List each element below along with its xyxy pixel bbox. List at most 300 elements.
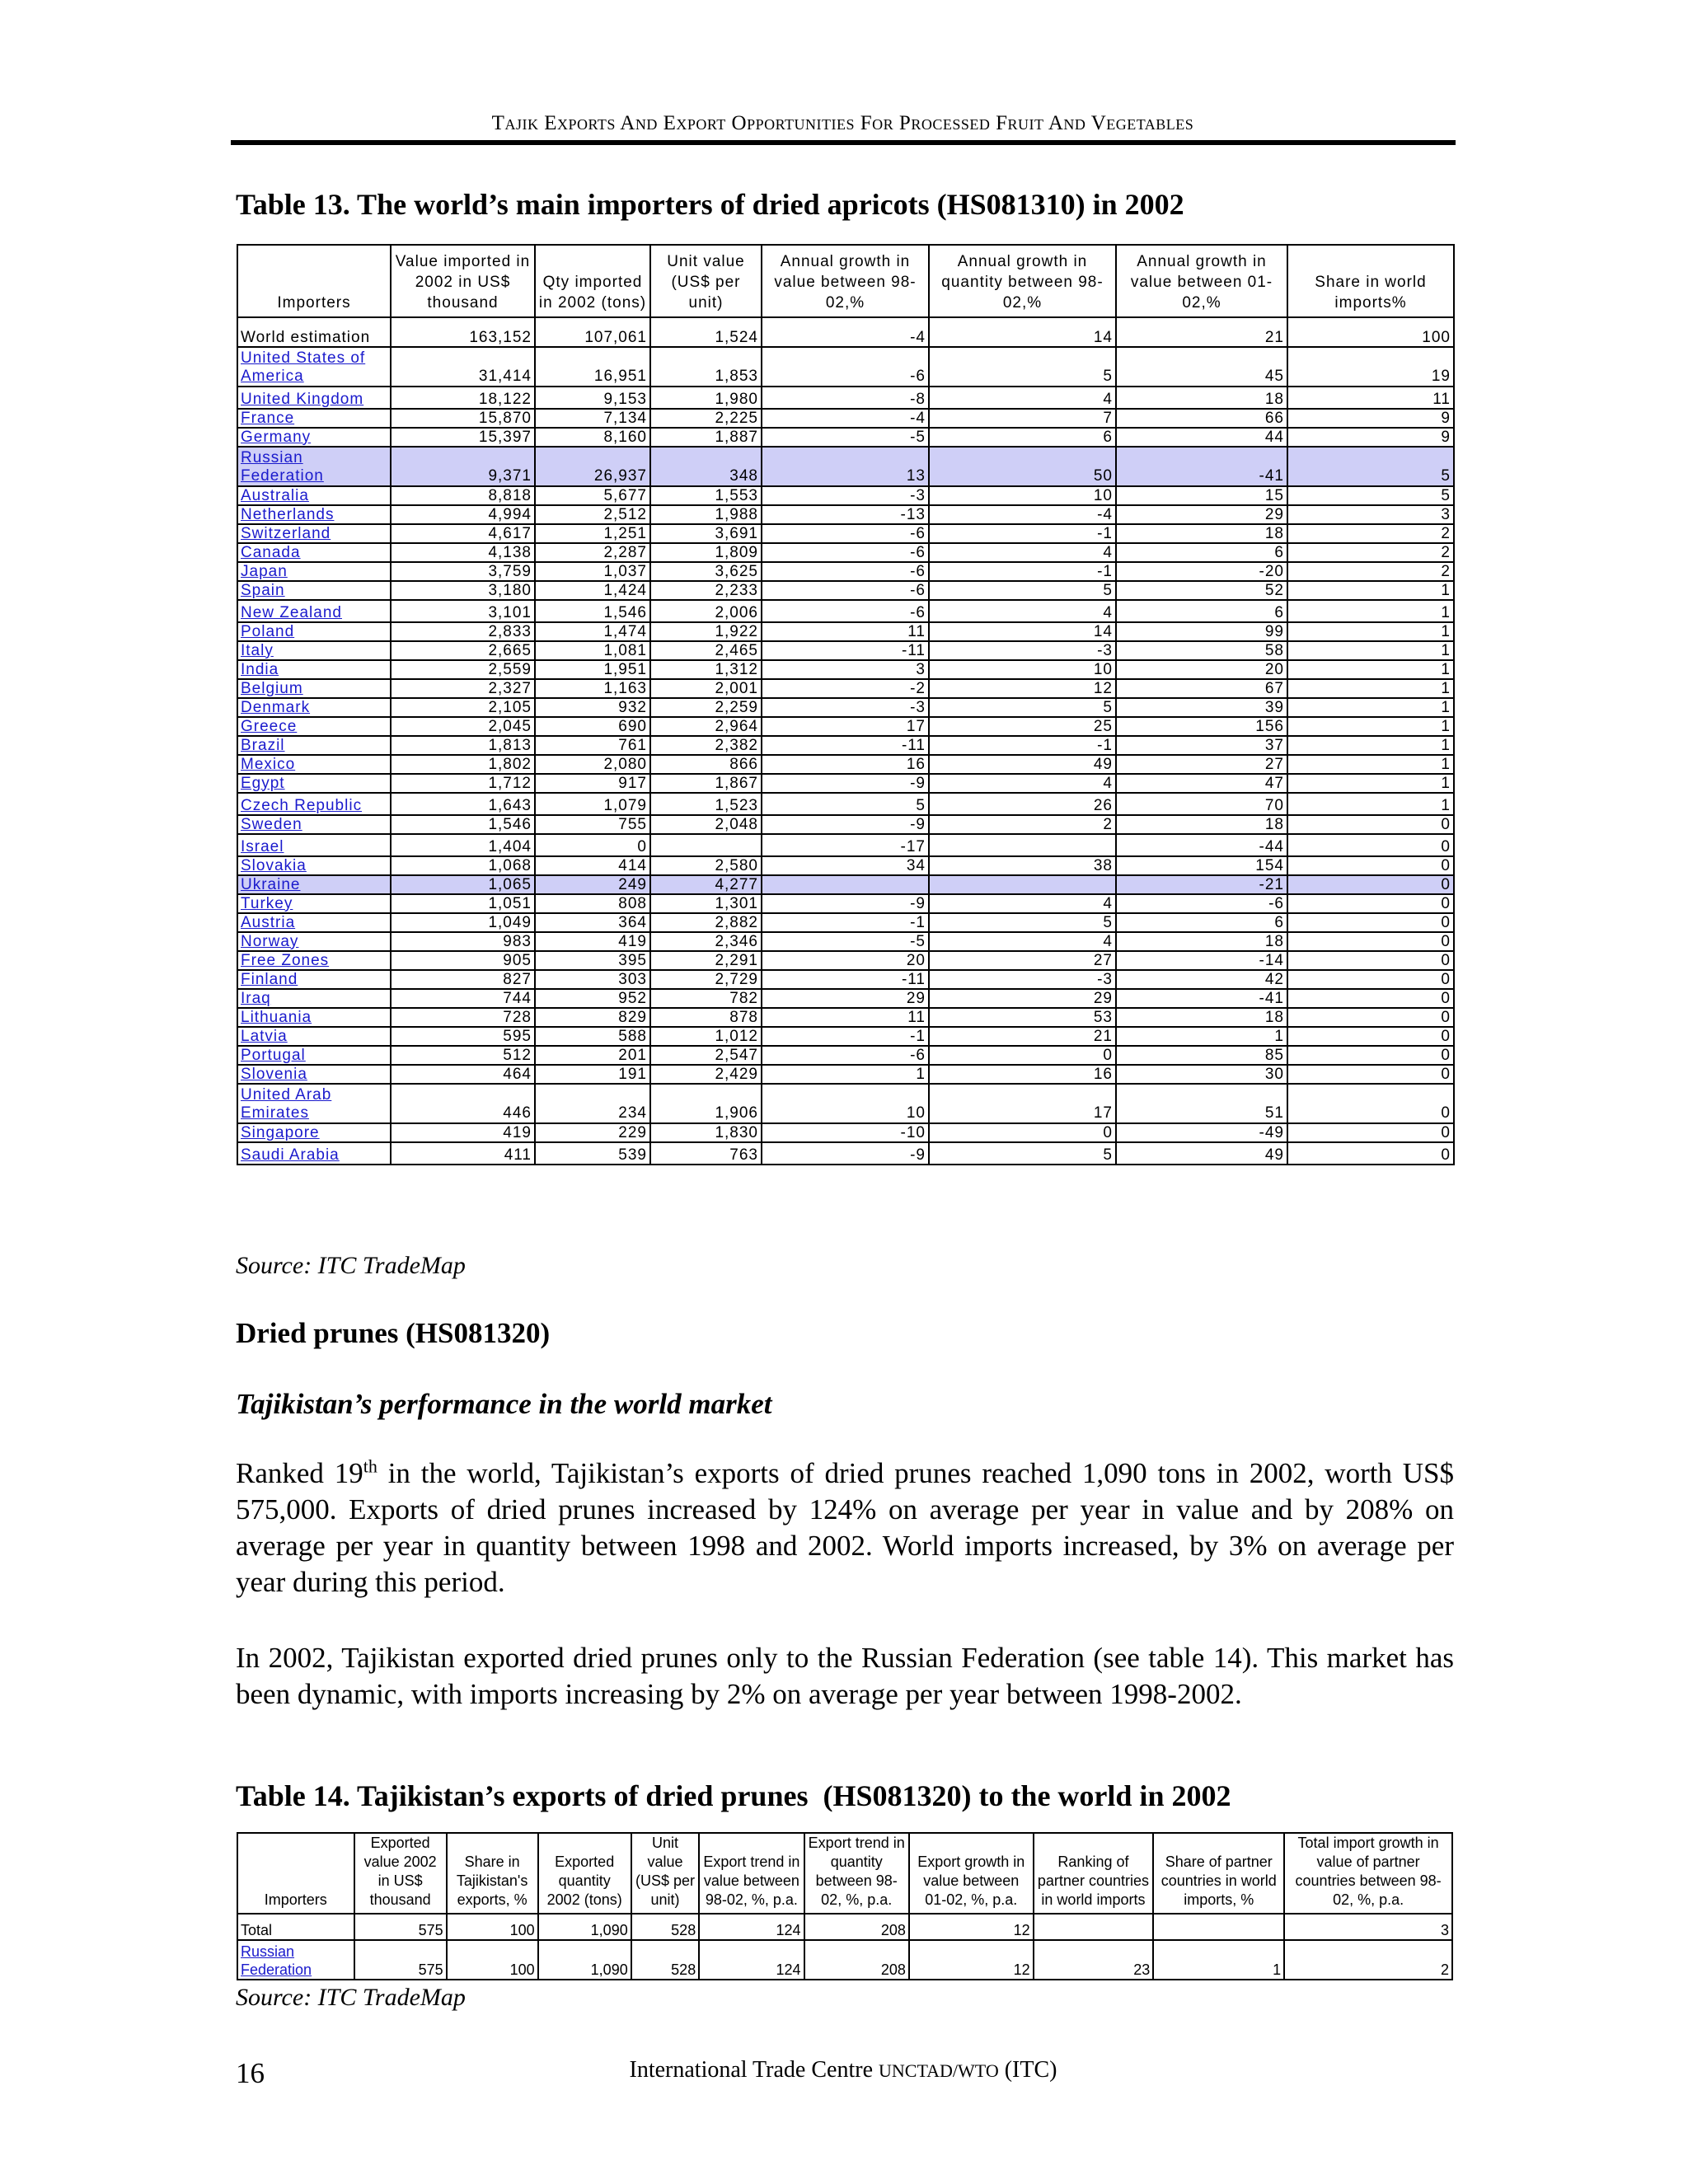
importer-link[interactable]: Mexico: [241, 755, 296, 773]
table-13-importer-cell[interactable]: [237, 486, 391, 505]
table-13-value-cell: -3: [929, 970, 1116, 989]
table-13-value-cell: 2,429: [650, 1065, 762, 1084]
table-13-value-cell: [650, 834, 762, 856]
table-13-value-cell: 18: [1116, 524, 1287, 543]
table-14-value-cell: 100: [447, 1940, 538, 1980]
table-13-value-cell: 16,951: [535, 347, 650, 387]
table-13-value-cell: 21: [1116, 317, 1287, 347]
running-header: [231, 112, 1455, 135]
table-13-value-cell: 18: [1116, 932, 1287, 951]
importer-link[interactable]: Spain: [241, 581, 285, 599]
table-13-importer-cell[interactable]: [237, 1046, 391, 1065]
table-13-value-cell: 2,547: [650, 1046, 762, 1065]
table-13-row: [237, 856, 1454, 875]
table-14-column-header: Export growth in value between 01-02, %, p.a.: [909, 1833, 1034, 1914]
table-13-value-cell: 348: [650, 447, 762, 486]
table-13-importer-cell[interactable]: [237, 387, 391, 409]
table-13-row: [237, 1027, 1454, 1046]
table-13-value-cell: 1,524: [650, 317, 762, 347]
importer-link[interactable]: Brazil: [241, 736, 285, 754]
table-13-value-cell: 1,068: [391, 856, 535, 875]
importer-link[interactable]: Italy: [241, 641, 274, 659]
table-13-row: [237, 736, 1454, 755]
table-13-row: [237, 834, 1454, 856]
table-13-value-cell: 0: [1287, 815, 1454, 834]
importer-link[interactable]: Austria: [241, 913, 296, 931]
table-13-importer-cell[interactable]: [237, 989, 391, 1008]
table-13-importer-cell[interactable]: [237, 447, 391, 486]
table-13-value-cell: 4: [929, 932, 1116, 951]
table-13-value-cell: 17: [762, 717, 929, 736]
table-13-value-cell: -20: [1116, 562, 1287, 581]
table-13-value-cell: -14: [1116, 951, 1287, 970]
importer-link[interactable]: Israel: [241, 838, 284, 855]
table-13-row: [237, 913, 1454, 932]
importer-link[interactable]: Norway: [241, 932, 299, 950]
table-13-importer-cell[interactable]: [237, 856, 391, 875]
importer-link[interactable]: Latvia: [241, 1027, 288, 1045]
paragraph-2: In 2002, Tajikistan exported dried prunes only to the Russian Federation (see table 14). This market has been dynamic, with imports increasing by 2% on average per year between 1998-2002.: [236, 1642, 1454, 1710]
table-13-value-cell: 3,180: [391, 581, 535, 600]
importer-link[interactable]: Lithuania: [241, 1008, 312, 1026]
table-13-value-cell: 30: [1116, 1065, 1287, 1084]
importer-link[interactable]: Canada: [241, 543, 301, 561]
table-14-value-cell: [1034, 1914, 1154, 1940]
table-13-value-cell: -13: [762, 505, 929, 524]
table-13-column-header: Value imported in 2002 in US$ thousand: [391, 245, 535, 317]
table-13-value-cell: 1,546: [535, 600, 650, 622]
table-13-value-cell: 419: [391, 1123, 535, 1142]
table-14-value-cell: 528: [631, 1940, 700, 1980]
table-13-row: [237, 1065, 1454, 1084]
table-13-value-cell: 1,012: [650, 1027, 762, 1046]
table-13-value-cell: 761: [535, 736, 650, 755]
table-13-value-cell: -9: [762, 894, 929, 913]
table-13-value-cell: 4: [929, 894, 1116, 913]
table-13-value-cell: 1: [1287, 679, 1454, 698]
paragraph-1-rest: in the world, Tajikistan’s exports of dried prunes reached 1,090 tons in 2002, worth US$ 575,000. Exports of dried prunes increased by 124% on average per year in value and by 208% on average per year in quantity between 1998 and 2002. World imports increased, by 3% on average per year during this period.: [236, 1457, 1455, 1598]
table-13-value-cell: 0: [1287, 856, 1454, 875]
importer-link[interactable]: United Kingdom: [241, 391, 364, 408]
table-13-value-cell: 38: [929, 856, 1116, 875]
table-14: [237, 1832, 1453, 1980]
table-13-importer-cell[interactable]: [237, 1084, 391, 1123]
table-13-importer-cell[interactable]: [237, 1008, 391, 1027]
table-13-importer-cell[interactable]: [237, 970, 391, 989]
table-13-value-cell: -5: [762, 428, 929, 447]
table-13-importer-cell[interactable]: [237, 505, 391, 524]
table-13-importer-cell[interactable]: [237, 524, 391, 543]
table-13-importer-cell[interactable]: [237, 600, 391, 622]
table-13-importer-cell[interactable]: [237, 660, 391, 679]
table-13-value-cell: 303: [535, 970, 650, 989]
table-13-importer-cell[interactable]: [237, 347, 391, 387]
table-13-value-cell: 4,617: [391, 524, 535, 543]
table-13-value-cell: 512: [391, 1046, 535, 1065]
importer-link[interactable]: Sweden: [241, 815, 302, 833]
table-13-value-cell: 2,001: [650, 679, 762, 698]
importer-link[interactable]: Saudi Arabia: [241, 1146, 340, 1164]
importer-link[interactable]: Belgium: [241, 679, 303, 697]
table-13-value-cell: 70: [1116, 793, 1287, 815]
table-13-value-cell: 782: [650, 989, 762, 1008]
table-13-value-cell: 1,523: [650, 793, 762, 815]
table-13-value-cell: 20: [762, 951, 929, 970]
table-13-value-cell: -17: [762, 834, 929, 856]
table-13-value-cell: 763: [650, 1142, 762, 1165]
table-14-column-header: Total import growth in value of partner countries between 98-02, %, p.a.: [1284, 1833, 1452, 1914]
table-14-column-header: Exported value 2002 in US$ thousand: [354, 1833, 447, 1914]
table-13-value-cell: 21: [929, 1027, 1116, 1046]
table-13-value-cell: -6: [762, 543, 929, 562]
table-13-value-cell: [929, 834, 1116, 856]
table-13-value-cell: -9: [762, 774, 929, 793]
table-13-row: [237, 447, 1454, 486]
table-13-caption: Table 13. The world’s main importers of dried apricots (HS081310) in 2002: [236, 188, 1184, 221]
table-13-value-cell: 1,301: [650, 894, 762, 913]
table-13-row: [237, 486, 1454, 505]
table-13-value-cell: 6: [1116, 543, 1287, 562]
table-13-value-cell: 15,870: [391, 409, 535, 428]
table-13-value-cell: 0: [1287, 1084, 1454, 1123]
table-13-row: [237, 717, 1454, 736]
table-13-value-cell: 5: [929, 913, 1116, 932]
table-13-value-cell: 5: [929, 347, 1116, 387]
table-13-value-cell: 42: [1116, 970, 1287, 989]
table-14-column-header: Exported quantity 2002 (tons): [538, 1833, 631, 1914]
table-13-row: [237, 1142, 1454, 1165]
table-13-value-cell: 44: [1116, 428, 1287, 447]
table-13-value-cell: 67: [1116, 679, 1287, 698]
table-13-importer-cell[interactable]: [237, 581, 391, 600]
table-13-value-cell: 952: [535, 989, 650, 1008]
table-13-importer-cell[interactable]: [237, 913, 391, 932]
table-13-importer-cell[interactable]: [237, 1065, 391, 1084]
table-13-value-cell: 18: [1116, 1008, 1287, 1027]
table-13-source: Source: ITC TradeMap: [236, 1252, 466, 1279]
importer-link[interactable]: Germany: [241, 428, 312, 446]
table-13-value-cell: -11: [762, 970, 929, 989]
table-13-value-cell: -41: [1116, 989, 1287, 1008]
importer-link[interactable]: Netherlands: [241, 505, 335, 523]
table-13-importer-cell[interactable]: [237, 543, 391, 562]
table-13-importer-cell[interactable]: [237, 834, 391, 856]
table-13-value-cell: 411: [391, 1142, 535, 1165]
table-13-value-cell: 154: [1116, 856, 1287, 875]
table-13-value-cell: 866: [650, 755, 762, 774]
importer-label: World estimation: [241, 329, 371, 346]
table-13-importer-cell[interactable]: [237, 562, 391, 581]
table-13-value-cell: -9: [762, 815, 929, 834]
table-13-value-cell: 17: [929, 1084, 1116, 1123]
table-13-importer-cell[interactable]: [237, 1123, 391, 1142]
table-13-row: [237, 505, 1454, 524]
table-14-column-header: Importers: [237, 1833, 354, 1914]
table-13-value-cell: 1,712: [391, 774, 535, 793]
table-13-importer-cell[interactable]: [237, 1027, 391, 1046]
table-13-row: [237, 428, 1454, 447]
table-13-value-cell: 52: [1116, 581, 1287, 600]
table-13-value-cell: 10: [762, 1084, 929, 1123]
table-13-value-cell: 26: [929, 793, 1116, 815]
table-13-value-cell: 31,414: [391, 347, 535, 387]
table-13-value-cell: 9: [1287, 409, 1454, 428]
table-13-value-cell: 3,625: [650, 562, 762, 581]
importer-link[interactable]: Russian Federation: [241, 449, 324, 485]
table-13-importer-cell[interactable]: [237, 875, 391, 894]
table-13-value-cell: 1: [1287, 736, 1454, 755]
table-13-value-cell: 2: [1287, 543, 1454, 562]
importer-link[interactable]: Denmark: [241, 698, 311, 716]
table-13-value-cell: 1,922: [650, 622, 762, 641]
table-13-row: [237, 524, 1454, 543]
table-14-value-cell: 1: [1153, 1940, 1284, 1980]
table-13-value-cell: 0: [1287, 970, 1454, 989]
table-13-row: [237, 755, 1454, 774]
table-13-value-cell: 29: [929, 989, 1116, 1008]
table-13-row: [237, 600, 1454, 622]
table-13-value-cell: 1: [1287, 755, 1454, 774]
table-13-importer-cell: [237, 317, 391, 347]
table-13-value-cell: 2,346: [650, 932, 762, 951]
table-13-value-cell: 0: [1287, 932, 1454, 951]
table-13-value-cell: 539: [535, 1142, 650, 1165]
table-13-value-cell: 85: [1116, 1046, 1287, 1065]
table-13-header-row: [237, 245, 1454, 317]
importer-link[interactable]: United States of America: [241, 349, 366, 385]
table-13-value-cell: 1: [1287, 581, 1454, 600]
importer-link[interactable]: Poland: [241, 622, 295, 640]
table-13-value-cell: -6: [762, 1046, 929, 1065]
table-13-value-cell: 829: [535, 1008, 650, 1027]
table-13-value-cell: 191: [535, 1065, 650, 1084]
table-14-value-cell: 1,090: [538, 1914, 631, 1940]
table-13-value-cell: 446: [391, 1084, 535, 1123]
table-13-row: [237, 1123, 1454, 1142]
table-13-value-cell: 2,665: [391, 641, 535, 660]
footer-text: [231, 2057, 1456, 2083]
ordinal-suffix: th: [363, 1455, 377, 1477]
table-13-value-cell: -44: [1116, 834, 1287, 856]
table-13-value-cell: 2,080: [535, 755, 650, 774]
table-13-value-cell: 34: [762, 856, 929, 875]
table-13-value-cell: 18: [1116, 387, 1287, 409]
table-13-value-cell: 9,153: [535, 387, 650, 409]
table-13-value-cell: -10: [762, 1123, 929, 1142]
importer-link[interactable]: Turkey: [241, 894, 293, 912]
importer-link[interactable]: Slovakia: [241, 856, 307, 874]
table-13-row: [237, 679, 1454, 698]
table-13-value-cell: 2,964: [650, 717, 762, 736]
importer-link[interactable]: Portugal: [241, 1046, 306, 1064]
table-13-importer-cell[interactable]: [237, 951, 391, 970]
table-13-value-cell: -6: [762, 347, 929, 387]
table-13-value-cell: 4,138: [391, 543, 535, 562]
table-13-value-cell: 100: [1287, 317, 1454, 347]
table-13-value-cell: 1,980: [650, 387, 762, 409]
section-heading: Dried prunes (HS081320): [236, 1317, 551, 1349]
table-14-value-cell: 575: [354, 1940, 447, 1980]
header-rule: [231, 140, 1456, 145]
footer-text-b: (ITC): [998, 2057, 1057, 2083]
importer-link[interactable]: Egypt: [241, 774, 285, 792]
table-13-value-cell: 66: [1116, 409, 1287, 428]
table-14-column-header: Unit value (US$ per unit): [631, 1833, 700, 1914]
table-13-value-cell: 2,580: [650, 856, 762, 875]
table-13-value-cell: 49: [1116, 1142, 1287, 1165]
table-13-value-cell: -21: [1116, 875, 1287, 894]
table-13-value-cell: 1,643: [391, 793, 535, 815]
table-13-value-cell: 0: [1287, 951, 1454, 970]
table-13-value-cell: 1: [1116, 1027, 1287, 1046]
table-13-value-cell: 588: [535, 1027, 650, 1046]
table-13-value-cell: -11: [762, 641, 929, 660]
table-13-value-cell: 27: [1116, 755, 1287, 774]
table-13-value-cell: 18,122: [391, 387, 535, 409]
table-13-value-cell: 1,830: [650, 1123, 762, 1142]
table-14-value-cell: 23: [1034, 1940, 1154, 1980]
table-13-value-cell: 11: [1287, 387, 1454, 409]
table-13-value-cell: 99: [1116, 622, 1287, 641]
table-13-value-cell: 2,382: [650, 736, 762, 755]
importer-link[interactable]: New Zealand: [241, 604, 342, 621]
table-13-value-cell: 1,951: [535, 660, 650, 679]
table-14-source: Source: ITC TradeMap: [236, 1984, 466, 2011]
table-13-importer-cell[interactable]: [237, 409, 391, 428]
table-13-value-cell: 8,818: [391, 486, 535, 505]
table-13-value-cell: -6: [762, 562, 929, 581]
table-13-value-cell: 1,081: [535, 641, 650, 660]
table-14-column-header: Share of partner countries in world imports, %: [1153, 1833, 1284, 1914]
section-subheading: Tajikistan’s performance in the world market: [236, 1388, 772, 1420]
table-13-row: [237, 774, 1454, 793]
table-13-value-cell: 1,404: [391, 834, 535, 856]
table-13-value-cell: 827: [391, 970, 535, 989]
table-13-value-cell: 1,065: [391, 875, 535, 894]
table-13-value-cell: 2,225: [650, 409, 762, 428]
table-13-value-cell: 0: [1287, 1065, 1454, 1084]
table-13-value-cell: 163,152: [391, 317, 535, 347]
table-13-importer-cell[interactable]: [237, 679, 391, 698]
table-13-importer-cell[interactable]: [237, 1142, 391, 1165]
table-13-value-cell: 5: [1287, 486, 1454, 505]
table-13-importer-cell[interactable]: [237, 641, 391, 660]
importer-link[interactable]: Finland: [241, 970, 298, 988]
table-13-importer-cell[interactable]: [237, 717, 391, 736]
table-13-importer-cell[interactable]: [237, 932, 391, 951]
table-13-column-header: Qty imported in 2002 (tons): [535, 245, 650, 317]
table-13-column-header: Annual growth in quantity between 98-02,%: [929, 245, 1116, 317]
importer-link[interactable]: Singapore: [241, 1123, 320, 1141]
table-13-value-cell: 0: [1287, 1046, 1454, 1065]
table-14-value-cell: 575: [354, 1914, 447, 1940]
table-13-value-cell: 2,045: [391, 717, 535, 736]
table-13-value-cell: 7: [929, 409, 1116, 428]
table-13-value-cell: 49: [929, 755, 1116, 774]
table-13-importer-cell[interactable]: [237, 894, 391, 913]
table-14-column-header: Ranking of partner countries in world imports: [1034, 1833, 1154, 1914]
table-13-importer-cell[interactable]: [237, 815, 391, 834]
importer-link[interactable]: Greece: [241, 717, 298, 735]
importer-link[interactable]: India: [241, 660, 279, 678]
importer-link[interactable]: Free Zones: [241, 951, 330, 969]
table-14-header-row: [237, 1833, 1452, 1914]
table-13-value-cell: 1,251: [535, 524, 650, 543]
table-13-value-cell: 690: [535, 717, 650, 736]
table-13-value-cell: 4: [929, 543, 1116, 562]
table-13-value-cell: 45: [1116, 347, 1287, 387]
table-13-value-cell: 1: [1287, 600, 1454, 622]
table-13-row: [237, 970, 1454, 989]
table-13-value-cell: 1,474: [535, 622, 650, 641]
table-13-importer-cell[interactable]: [237, 622, 391, 641]
table-13-importer-cell[interactable]: [237, 428, 391, 447]
table-13-value-cell: 11: [762, 622, 929, 641]
header-title: Tajik Exports And Export Opportunities For Processed Fruit And Vegetables: [491, 112, 1194, 134]
table-13-row: [237, 622, 1454, 641]
table-13-column-header: Importers: [237, 245, 391, 317]
table-13-value-cell: 0: [1287, 1123, 1454, 1142]
importer-link[interactable]: Switzerland: [241, 524, 331, 542]
table-13-value-cell: -5: [762, 932, 929, 951]
importer-link[interactable]: France: [241, 409, 295, 427]
table-13-value-cell: -6: [1116, 894, 1287, 913]
importer-label: Total: [241, 1922, 273, 1938]
table-13-value-cell: 19: [1287, 347, 1454, 387]
table-13-value-cell: 47: [1116, 774, 1287, 793]
table-13-row: [237, 1084, 1454, 1123]
table-13-importer-cell[interactable]: [237, 755, 391, 774]
table-13-value-cell: 39: [1116, 698, 1287, 717]
table-13-importer-cell[interactable]: [237, 698, 391, 717]
importer-link[interactable]: Ukraine: [241, 875, 301, 893]
table-13-value-cell: 5: [929, 698, 1116, 717]
table-13-column-header: Share in world imports%: [1287, 245, 1454, 317]
importer-link[interactable]: Japan: [241, 562, 288, 580]
importer-link[interactable]: Russian Federation: [241, 1943, 312, 1978]
table-13-value-cell: 10: [929, 486, 1116, 505]
importer-link[interactable]: Czech Republic: [241, 797, 363, 814]
table-13-importer-cell[interactable]: [237, 793, 391, 815]
table-13-value-cell: 53: [929, 1008, 1116, 1027]
importer-link[interactable]: United Arab Emirates: [241, 1086, 332, 1122]
table-13-value-cell: 27: [929, 951, 1116, 970]
table-13-value-cell: 7,134: [535, 409, 650, 428]
table-13-importer-cell[interactable]: [237, 774, 391, 793]
table-13-value-cell: 1,163: [535, 679, 650, 698]
table-14-caption: Table 14. Tajikistan’s exports of dried prunes (HS081320) to the world in 2002: [236, 1779, 1231, 1812]
table-14-importer-cell[interactable]: [237, 1940, 354, 1980]
importer-link[interactable]: Australia: [241, 486, 309, 504]
table-13-value-cell: 3: [762, 660, 929, 679]
table-13-value-cell: -1: [929, 736, 1116, 755]
importer-link[interactable]: Slovenia: [241, 1065, 307, 1083]
table-13-value-cell: 464: [391, 1065, 535, 1084]
table-13-value-cell: 2,833: [391, 622, 535, 641]
table-13-value-cell: 3,101: [391, 600, 535, 622]
table-13-value-cell: 755: [535, 815, 650, 834]
table-13-value-cell: 201: [535, 1046, 650, 1065]
importer-link[interactable]: Iraq: [241, 989, 271, 1007]
table-13-value-cell: 2,048: [650, 815, 762, 834]
table-13-importer-cell[interactable]: [237, 736, 391, 755]
table-13-value-cell: 2,729: [650, 970, 762, 989]
table-13-value-cell: 1,079: [535, 793, 650, 815]
table-13-value-cell: [929, 875, 1116, 894]
table-13-value-cell: 414: [535, 856, 650, 875]
table-13-value-cell: 12: [929, 679, 1116, 698]
table-13-row: [237, 641, 1454, 660]
